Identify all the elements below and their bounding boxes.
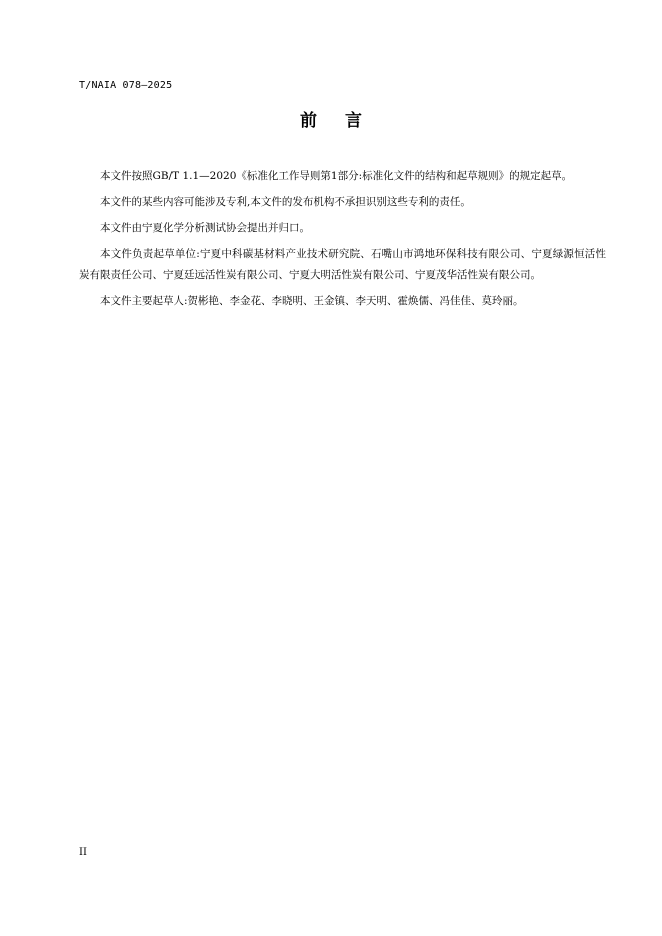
paragraph-drafting-rules: 本文件按照GB/T 1.1—2020《标准化工作导则第1部分:标准化文件的结构和起草规则》的规定起草。 — [100, 170, 573, 182]
paragraph-drafters: 本文件主要起草人:贺彬艳、李金花、李晓明、王金镇、李天明、霍焕儒、冯佳佳、莫玲丽。 — [100, 295, 524, 307]
document-code: T/NAIA 078—2025 — [79, 80, 173, 91]
paragraph-drafting-units: 本文件负责起草单位:宁夏中科碳基材料产业技术研究院、石嘴山市鸿地环保科技有限公司、宁夏绿源恒活性炭有限责任公司、宁夏廷远活性炭有限公司、宁夏大明活性炭有限公司、宁夏茂华活性炭有限公司。 — [79, 248, 606, 281]
paragraph-proposer: 本文件由宁夏化学分析测试协会提出并归口。 — [100, 222, 310, 234]
paragraph-patent-notice: 本文件的某些内容可能涉及专利,本文件的发布机构不承担识别这些专利的责任。 — [100, 196, 471, 208]
page-number: II — [79, 847, 87, 858]
preface-body — [79, 166, 606, 317]
page-title: 前言 — [300, 111, 390, 131]
